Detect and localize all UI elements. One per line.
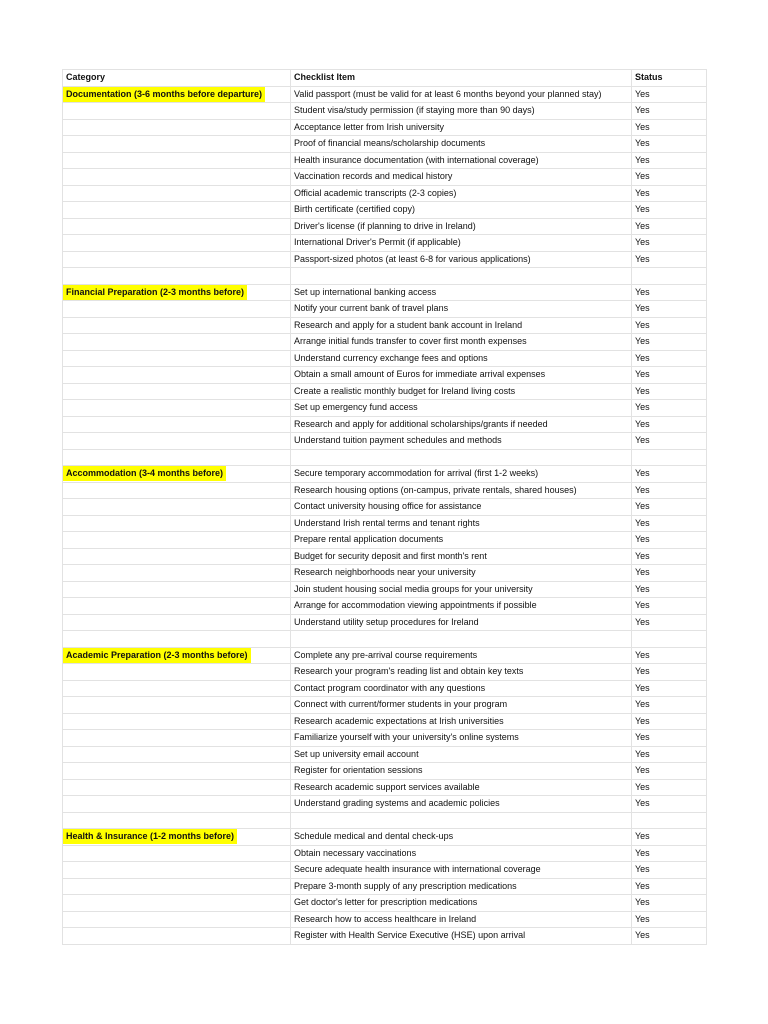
status-cell[interactable]: Yes xyxy=(632,103,707,120)
checklist-row xyxy=(63,400,707,417)
checklist-row xyxy=(63,730,707,747)
status-cell[interactable]: Yes xyxy=(632,202,707,219)
status-cell[interactable]: Yes xyxy=(632,119,707,136)
checklist-item-cell[interactable]: Set up international banking access xyxy=(291,284,632,301)
status-cell[interactable]: Yes xyxy=(632,862,707,879)
empty-category-cell[interactable] xyxy=(63,383,291,400)
status-cell[interactable]: Yes xyxy=(632,713,707,730)
empty-cell[interactable] xyxy=(632,631,707,648)
checklist-item-cell[interactable]: Vaccination records and medical history xyxy=(291,169,632,186)
empty-category-cell[interactable] xyxy=(63,548,291,565)
checklist-item-cell[interactable]: Proof of financial means/scholarship documents xyxy=(291,136,632,153)
empty-category-cell[interactable] xyxy=(63,350,291,367)
status-cell[interactable]: Yes xyxy=(632,845,707,862)
checklist-row xyxy=(63,697,707,714)
header-checklist-item[interactable]: Checklist Item xyxy=(291,70,632,87)
checklist-row xyxy=(63,763,707,780)
category-label: Financial Preparation (2-3 months before) xyxy=(63,285,247,300)
empty-category-cell[interactable] xyxy=(63,928,291,945)
empty-category-cell[interactable] xyxy=(63,416,291,433)
category-cell[interactable] xyxy=(63,466,291,483)
checklist-row xyxy=(63,680,707,697)
checklist-item-cell[interactable]: Understand tuition payment schedules and methods xyxy=(291,433,632,450)
empty-category-cell[interactable] xyxy=(63,796,291,813)
checklist-item-cell[interactable]: Connect with current/former students in your program xyxy=(291,697,632,714)
checklist-row xyxy=(63,136,707,153)
status-cell[interactable]: Yes xyxy=(632,548,707,565)
checklist-item-cell[interactable]: Understand grading systems and academic policies xyxy=(291,796,632,813)
status-cell[interactable]: Yes xyxy=(632,499,707,516)
checklist-item-cell[interactable]: Prepare rental application documents xyxy=(291,532,632,549)
status-cell[interactable]: Yes xyxy=(632,416,707,433)
checklist-item-cell[interactable]: Acceptance letter from Irish university xyxy=(291,119,632,136)
header-category[interactable]: Category xyxy=(63,70,291,87)
empty-category-cell[interactable] xyxy=(63,697,291,714)
empty-category-cell[interactable] xyxy=(63,845,291,862)
status-cell[interactable]: Yes xyxy=(632,895,707,912)
checklist-row xyxy=(63,647,707,664)
checklist-item-cell[interactable]: Create a realistic monthly budget for Ireland living costs xyxy=(291,383,632,400)
status-cell[interactable]: Yes xyxy=(632,796,707,813)
empty-cell[interactable] xyxy=(63,812,291,829)
spacer-row xyxy=(63,449,707,466)
checklist-item-cell[interactable]: Contact university housing office for assistance xyxy=(291,499,632,516)
checklist-row xyxy=(63,565,707,582)
checklist-row xyxy=(63,482,707,499)
empty-category-cell[interactable] xyxy=(63,779,291,796)
checklist-item-cell[interactable]: Set up university email account xyxy=(291,746,632,763)
empty-cell[interactable] xyxy=(291,268,632,285)
checklist-row xyxy=(63,895,707,912)
spacer-row xyxy=(63,268,707,285)
checklist-item-cell[interactable]: Complete any pre-arrival course requirements xyxy=(291,647,632,664)
status-cell[interactable]: Yes xyxy=(632,400,707,417)
status-cell[interactable]: Yes xyxy=(632,878,707,895)
status-cell[interactable]: Yes xyxy=(632,169,707,186)
checklist-item-cell[interactable]: Valid passport (must be valid for at least 6 months beyond your planned stay) xyxy=(291,86,632,103)
empty-cell[interactable] xyxy=(63,449,291,466)
checklist-item-cell[interactable]: Secure temporary accommodation for arrival (first 1-2 weeks) xyxy=(291,466,632,483)
checklist-row xyxy=(63,928,707,945)
empty-category-cell[interactable] xyxy=(63,911,291,928)
checklist-row xyxy=(63,532,707,549)
empty-category-cell[interactable] xyxy=(63,185,291,202)
checklist-item-cell[interactable]: Schedule medical and dental check-ups xyxy=(291,829,632,846)
status-cell[interactable]: Yes xyxy=(632,680,707,697)
checklist-row xyxy=(63,218,707,235)
checklist-item-cell[interactable]: Driver's license (if planning to drive in Ireland) xyxy=(291,218,632,235)
checklist-item-cell[interactable]: Notify your current bank of travel plans xyxy=(291,301,632,318)
status-cell[interactable]: Yes xyxy=(632,251,707,268)
checklist-row xyxy=(63,367,707,384)
checklist-item-cell[interactable]: Arrange for accommodation viewing appointments if possible xyxy=(291,598,632,615)
status-cell[interactable]: Yes xyxy=(632,433,707,450)
checklist-item-cell[interactable]: Secure adequate health insurance with international coverage xyxy=(291,862,632,879)
status-cell[interactable]: Yes xyxy=(632,565,707,582)
checklist-row xyxy=(63,796,707,813)
category-label: Documentation (3-6 months before departure) xyxy=(63,87,265,102)
checklist-row xyxy=(63,235,707,252)
status-cell[interactable]: Yes xyxy=(632,911,707,928)
empty-cell[interactable] xyxy=(632,812,707,829)
checklist-item-cell[interactable]: International Driver's Permit (if applicable) xyxy=(291,235,632,252)
checklist-row xyxy=(63,284,707,301)
checklist-item-cell[interactable]: Birth certificate (certified copy) xyxy=(291,202,632,219)
checklist-row xyxy=(63,614,707,631)
status-cell[interactable]: Yes xyxy=(632,86,707,103)
empty-category-cell[interactable] xyxy=(63,746,291,763)
status-cell[interactable]: Yes xyxy=(632,664,707,681)
checklist-row xyxy=(63,433,707,450)
empty-category-cell[interactable] xyxy=(63,499,291,516)
category-cell[interactable] xyxy=(63,284,291,301)
spacer-row xyxy=(63,631,707,648)
empty-cell[interactable] xyxy=(632,449,707,466)
status-cell[interactable]: Yes xyxy=(632,779,707,796)
empty-category-cell[interactable] xyxy=(63,119,291,136)
checklist-item-cell[interactable]: Passport-sized photos (at least 6-8 for various applications) xyxy=(291,251,632,268)
status-cell[interactable]: Yes xyxy=(632,466,707,483)
checklist-row xyxy=(63,829,707,846)
status-cell[interactable]: Yes xyxy=(632,136,707,153)
checklist-row xyxy=(63,202,707,219)
status-cell[interactable]: Yes xyxy=(632,598,707,615)
category-cell[interactable] xyxy=(63,647,291,664)
checklist-item-cell[interactable]: Research your program's reading list and obtain key texts xyxy=(291,664,632,681)
empty-category-cell[interactable] xyxy=(63,581,291,598)
checklist-item-cell[interactable]: Prepare 3-month supply of any prescription medications xyxy=(291,878,632,895)
checklist-item-cell[interactable]: Set up emergency fund access xyxy=(291,400,632,417)
status-cell[interactable]: Yes xyxy=(632,482,707,499)
checklist-item-cell[interactable]: Research and apply for a student bank account in Ireland xyxy=(291,317,632,334)
empty-category-cell[interactable] xyxy=(63,301,291,318)
status-cell[interactable]: Yes xyxy=(632,697,707,714)
category-label: Accommodation (3-4 months before) xyxy=(63,466,226,481)
checklist-row xyxy=(63,251,707,268)
status-cell[interactable]: Yes xyxy=(632,218,707,235)
status-cell[interactable]: Yes xyxy=(632,515,707,532)
checklist-row xyxy=(63,548,707,565)
checklist-row xyxy=(63,862,707,879)
status-cell[interactable]: Yes xyxy=(632,614,707,631)
status-cell[interactable]: Yes xyxy=(632,301,707,318)
checklist-item-cell[interactable]: Research housing options (on-campus, private rentals, shared houses) xyxy=(291,482,632,499)
status-cell[interactable]: Yes xyxy=(632,829,707,846)
empty-category-cell[interactable] xyxy=(63,367,291,384)
checklist-row xyxy=(63,334,707,351)
checklist-item-cell[interactable]: Official academic transcripts (2-3 copies) xyxy=(291,185,632,202)
status-cell[interactable]: Yes xyxy=(632,334,707,351)
empty-category-cell[interactable] xyxy=(63,103,291,120)
checklist-row xyxy=(63,911,707,928)
empty-category-cell[interactable] xyxy=(63,895,291,912)
empty-category-cell[interactable] xyxy=(63,400,291,417)
checklist-row xyxy=(63,86,707,103)
empty-category-cell[interactable] xyxy=(63,598,291,615)
empty-category-cell[interactable] xyxy=(63,730,291,747)
empty-category-cell[interactable] xyxy=(63,169,291,186)
empty-category-cell[interactable] xyxy=(63,515,291,532)
checklist-row xyxy=(63,746,707,763)
status-cell[interactable]: Yes xyxy=(632,152,707,169)
empty-cell[interactable] xyxy=(63,631,291,648)
checklist-item-cell[interactable]: Get doctor's letter for prescription medications xyxy=(291,895,632,912)
empty-category-cell[interactable] xyxy=(63,218,291,235)
empty-category-cell[interactable] xyxy=(63,614,291,631)
checklist-item-cell[interactable]: Familiarize yourself with your university's online systems xyxy=(291,730,632,747)
empty-category-cell[interactable] xyxy=(63,532,291,549)
checklist-row xyxy=(63,598,707,615)
status-cell[interactable]: Yes xyxy=(632,284,707,301)
status-cell[interactable]: Yes xyxy=(632,317,707,334)
empty-category-cell[interactable] xyxy=(63,713,291,730)
checklist-row xyxy=(63,152,707,169)
checklist-item-cell[interactable]: Research academic expectations at Irish universities xyxy=(291,713,632,730)
empty-cell[interactable] xyxy=(291,449,632,466)
empty-category-cell[interactable] xyxy=(63,664,291,681)
empty-category-cell[interactable] xyxy=(63,152,291,169)
empty-category-cell[interactable] xyxy=(63,235,291,252)
empty-category-cell[interactable] xyxy=(63,680,291,697)
checklist-item-cell[interactable]: Contact program coordinator with any questions xyxy=(291,680,632,697)
checklist-row xyxy=(63,581,707,598)
empty-category-cell[interactable] xyxy=(63,763,291,780)
checklist-item-cell[interactable]: Research academic support services available xyxy=(291,779,632,796)
checklist-item-cell[interactable]: Student visa/study permission (if staying more than 90 days) xyxy=(291,103,632,120)
empty-category-cell[interactable] xyxy=(63,334,291,351)
checklist-item-cell[interactable]: Health insurance documentation (with international coverage) xyxy=(291,152,632,169)
category-label: Academic Preparation (2-3 months before) xyxy=(63,648,251,663)
checklist-table xyxy=(62,69,707,945)
checklist-row xyxy=(63,169,707,186)
category-label: Health & Insurance (1-2 months before) xyxy=(63,829,237,844)
checklist-row xyxy=(63,515,707,532)
status-cell[interactable]: Yes xyxy=(632,532,707,549)
status-cell[interactable]: Yes xyxy=(632,647,707,664)
checklist-row xyxy=(63,878,707,895)
status-cell[interactable]: Yes xyxy=(632,235,707,252)
checklist-row xyxy=(63,416,707,433)
checklist-row xyxy=(63,103,707,120)
checklist-item-cell[interactable]: Understand currency exchange fees and options xyxy=(291,350,632,367)
checklist-item-cell[interactable]: Obtain necessary vaccinations xyxy=(291,845,632,862)
checklist-row xyxy=(63,779,707,796)
checklist-item-cell[interactable]: Join student housing social media groups for your university xyxy=(291,581,632,598)
checklist-sheet xyxy=(62,69,706,945)
status-cell[interactable]: Yes xyxy=(632,928,707,945)
checklist-item-cell[interactable]: Arrange initial funds transfer to cover first month expenses xyxy=(291,334,632,351)
checklist-row xyxy=(63,185,707,202)
checklist-row xyxy=(63,383,707,400)
checklist-row xyxy=(63,317,707,334)
checklist-row xyxy=(63,664,707,681)
checklist-item-cell[interactable]: Understand Irish rental terms and tenant rights xyxy=(291,515,632,532)
checklist-row xyxy=(63,301,707,318)
status-cell[interactable]: Yes xyxy=(632,581,707,598)
empty-category-cell[interactable] xyxy=(63,565,291,582)
checklist-item-cell[interactable]: Budget for security deposit and first month's rent xyxy=(291,548,632,565)
empty-category-cell[interactable] xyxy=(63,482,291,499)
status-cell[interactable]: Yes xyxy=(632,730,707,747)
checklist-row xyxy=(63,350,707,367)
header-row xyxy=(63,70,707,87)
empty-cell[interactable] xyxy=(291,631,632,648)
status-cell[interactable]: Yes xyxy=(632,350,707,367)
checklist-row xyxy=(63,466,707,483)
status-cell[interactable]: Yes xyxy=(632,763,707,780)
checklist-item-cell[interactable]: Understand utility setup procedures for Ireland xyxy=(291,614,632,631)
empty-category-cell[interactable] xyxy=(63,317,291,334)
checklist-row xyxy=(63,499,707,516)
empty-cell[interactable] xyxy=(632,268,707,285)
checklist-item-cell[interactable]: Register with Health Service Executive (HSE) upon arrival xyxy=(291,928,632,945)
checklist-item-cell[interactable]: Research how to access healthcare in Ireland xyxy=(291,911,632,928)
empty-category-cell[interactable] xyxy=(63,862,291,879)
empty-category-cell[interactable] xyxy=(63,136,291,153)
spacer-row xyxy=(63,812,707,829)
empty-cell[interactable] xyxy=(291,812,632,829)
empty-category-cell[interactable] xyxy=(63,251,291,268)
status-cell[interactable]: Yes xyxy=(632,383,707,400)
checklist-item-cell[interactable]: Research and apply for additional scholarships/grants if needed xyxy=(291,416,632,433)
empty-category-cell[interactable] xyxy=(63,878,291,895)
status-cell[interactable]: Yes xyxy=(632,746,707,763)
status-cell[interactable]: Yes xyxy=(632,185,707,202)
empty-category-cell[interactable] xyxy=(63,202,291,219)
header-status[interactable]: Status xyxy=(632,70,707,87)
checklist-item-cell[interactable]: Research neighborhoods near your university xyxy=(291,565,632,582)
category-cell[interactable] xyxy=(63,86,291,103)
status-cell[interactable]: Yes xyxy=(632,367,707,384)
checklist-row xyxy=(63,845,707,862)
category-cell[interactable] xyxy=(63,829,291,846)
checklist-row xyxy=(63,119,707,136)
checklist-item-cell[interactable]: Obtain a small amount of Euros for immediate arrival expenses xyxy=(291,367,632,384)
empty-category-cell[interactable] xyxy=(63,433,291,450)
checklist-item-cell[interactable]: Register for orientation sessions xyxy=(291,763,632,780)
checklist-row xyxy=(63,713,707,730)
empty-cell[interactable] xyxy=(63,268,291,285)
